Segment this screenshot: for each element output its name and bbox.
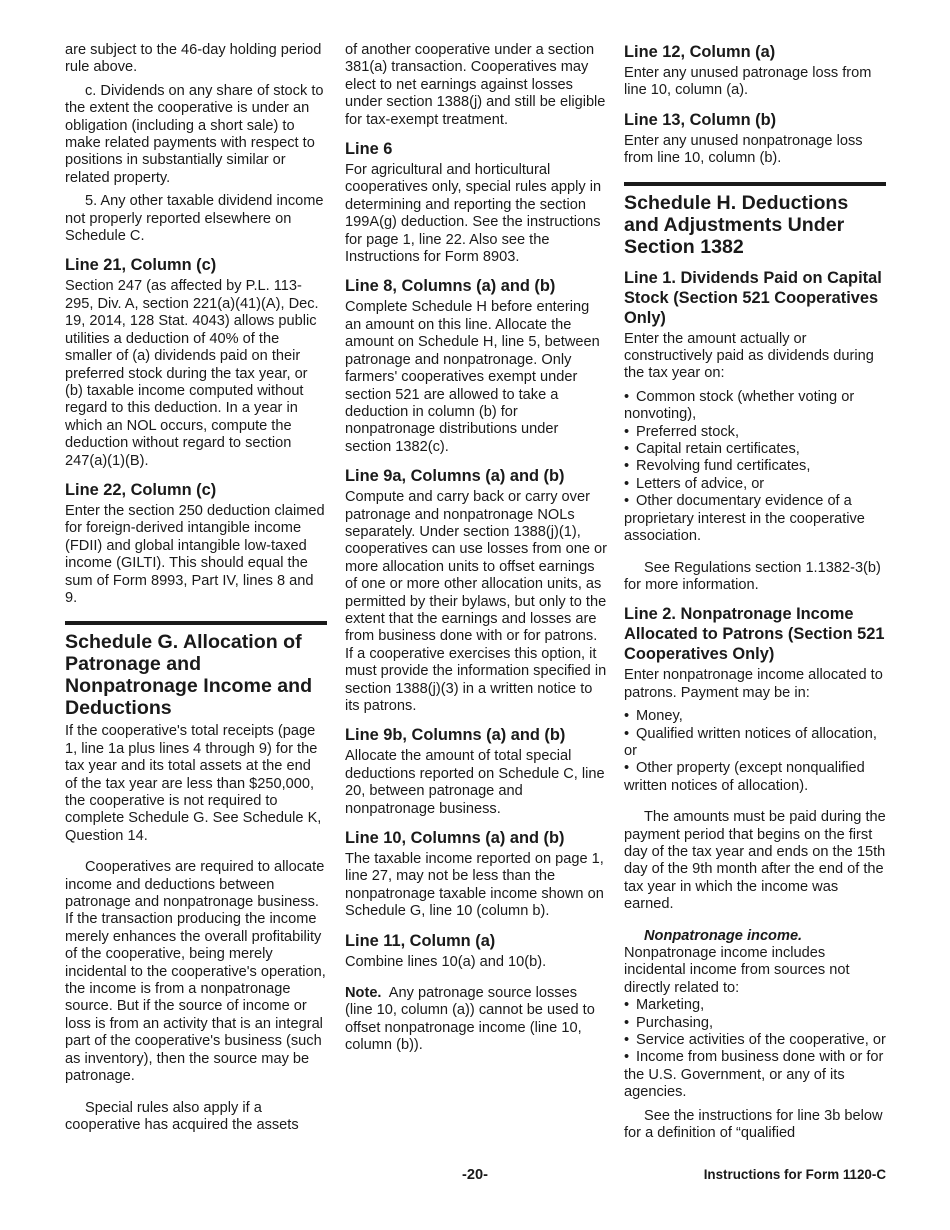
list-item — [624, 1049, 886, 1101]
paragraph: See Regulations section 1.1382-3(b) for more information. — [624, 559, 881, 593]
list-item-text: Common stock (whether voting or nonvoting), — [624, 388, 855, 423]
paragraph: If the cooperative's total receipts (page 1, line 1a plus lines 4 through 9) for the tax year and its total assets at the end of the tax year are less than $250,000, the cooperative is not required to complete Schedule G. See Schedule K, Question 14. — [65, 723, 322, 844]
list-item-text: Qualified written notices of allocation, or — [624, 725, 877, 759]
list-item — [624, 708, 886, 725]
list-item — [624, 458, 886, 475]
bullet-list-line-2 — [624, 708, 886, 795]
heading-line-10: Line 10, Columns (a) and (b) — [345, 829, 565, 848]
paragraph: Special rules also apply if a cooperative has acquired the assets — [65, 1099, 299, 1133]
list-item-text: Revolving fund certificates, — [636, 458, 811, 475]
paragraph: Enter the amount actually or constructively paid as dividends during the tax year on: — [624, 330, 874, 382]
list-item-text: Other property (except nonqualified written notices of allocation). — [624, 760, 865, 794]
nonpatronage-text: Nonpatronage income includes incidental income from sources not directly related to: — [624, 945, 850, 996]
paragraph: c. Dividends on any share of stock to the extent the cooperative is under an obligation (including a short sale) to make related payments with respect to positions in substantially similar or related property. — [65, 82, 324, 186]
paragraph: Compute and carry back or carry over patronage and nonpatronage NOLs separately. Under section 1388(j)(1), cooperatives can use losses from one or more allocation units to offset earnings of one or more other allocation units, as permitted by their bylaws, but only to the extent that the earnings and losses are from business done with or for patrons. If a cooperative exercises this option, it must provide the information specified in section 1388(j)(3) in a written notice to its patrons. — [345, 489, 608, 714]
list-item — [624, 476, 886, 493]
heading-line-11: Line 11, Column (a) — [345, 931, 496, 950]
bullet-icon: • — [624, 423, 630, 440]
list-item — [624, 389, 886, 424]
list-item — [624, 1032, 886, 1049]
paragraph: Enter any unused nonpatronage loss from line 10, column (b). — [624, 132, 863, 167]
list-item-text: Money, — [636, 708, 683, 725]
spacer — [65, 851, 327, 859]
list-item-text: Other documentary evidence of a proprietary interest in the cooperative association. — [624, 493, 865, 545]
paragraph: See the instructions for line 3b below for a definition of “qualified — [624, 1107, 883, 1142]
list-item — [624, 726, 886, 761]
spacer — [65, 1092, 327, 1100]
heading-schedule-h-line-1: Line 1. Dividends Paid on Capital Stock (Section 521 Cooperatives Only) — [624, 268, 882, 327]
paragraph: For agricultural and horticultural cooperatives only, special rules apply in determining and reporting the section 199A(g) deduction. See the instructions for page 1, line 22. Also see the Instructions for Form 8903. — [345, 162, 602, 266]
bullet-icon: • — [624, 1032, 630, 1049]
note-paragraph — [345, 985, 607, 1055]
heading-schedule-h: Schedule H. Deductions and Adjustments Under Section 1382 — [624, 182, 886, 258]
bullet-icon: • — [624, 475, 630, 492]
bullet-icon: • — [624, 997, 630, 1014]
column-left — [65, 42, 327, 1140]
list-item-text: Purchasing, — [636, 1014, 714, 1031]
paragraph: Enter nonpatronage income allocated to patrons. Payment may be in: — [624, 667, 883, 701]
bullet-icon: • — [624, 1014, 630, 1031]
list-item — [624, 1015, 886, 1032]
heading-line-9b: Line 9b, Columns (a) and (b) — [345, 726, 566, 745]
spacer — [624, 552, 886, 560]
list-item-text: Service activities of the cooperative, or — [636, 1032, 886, 1049]
bullet-icon: • — [624, 1049, 630, 1066]
list-item — [624, 493, 886, 545]
column-right — [624, 42, 886, 1148]
bullet-icon: • — [624, 493, 630, 510]
paragraph: Allocate the amount of total special deductions reported on Schedule C, line 20, between patronage and nonpatronage business. — [345, 748, 605, 817]
bullet-icon: • — [624, 458, 630, 475]
list-item-text: Marketing, — [636, 997, 705, 1014]
list-item-text: Letters of advice, or — [636, 475, 765, 492]
bullet-icon: • — [624, 388, 630, 405]
page-number: -20- — [462, 1167, 488, 1183]
nonpatronage-label: Nonpatronage income. — [644, 927, 803, 944]
list-item — [624, 441, 886, 458]
nonpatronage-paragraph — [624, 928, 886, 998]
list-item — [624, 997, 886, 1014]
paragraph: The amounts must be paid during the payment period that begins on the first day of the tax year and ends on the 15th day of the 9th month after the end of the tax year in which the income was earned. — [624, 809, 886, 913]
note-text: Any patronage source losses (line 10, column (a)) cannot be used to offset nonpatronage income (line 10, column (b)). — [345, 985, 595, 1054]
heading-schedule-h-line-2: Line 2. Nonpatronage Income Allocated to Patrons (Section 521 Cooperatives Only) — [624, 605, 885, 664]
note-label: Note. — [345, 985, 382, 1002]
paragraph: are subject to the 46-day holding period rule above. — [65, 42, 322, 76]
paragraph: The taxable income reported on page 1, line 27, may not be less than the nonpatronage taxable income shown on Schedule G, line 10 (column b). — [345, 851, 604, 920]
heading-line-9a: Line 9a, Columns (a) and (b) — [345, 467, 565, 486]
spacer — [624, 920, 886, 928]
list-item — [624, 760, 886, 795]
list-item-text: Capital retain certificates, — [636, 441, 800, 458]
spacer — [624, 801, 886, 809]
spacer — [345, 977, 607, 985]
paragraph: Combine lines 10(a) and 10(b). — [345, 953, 547, 970]
paragraph: Cooperatives are required to allocate income and deductions between patronage and nonpatronage business. If the transaction producing the income merely enhances the overall profitability of the cooperative, being merely incidental to the cooperative's operation, the income is from a nonpatronage source. But if the source of income or loss is from an activity that is an integral part of the cooperative's business (such as inventory), then the source may be patronage. — [65, 859, 326, 1085]
bullet-icon: • — [624, 708, 630, 725]
heading-line-6: Line 6 — [345, 140, 393, 159]
paragraph: 5. Any other taxable dividend income not properly reported elsewhere on Schedule C. — [65, 193, 324, 245]
paragraph: Enter the section 250 deduction claimed for foreign-derived intangible income (FDII) and global intangible low-taxed income (GILTI). This should equal the sum of Form 8993, Part IV, lines 8 and 9. — [65, 502, 325, 606]
column-middle — [345, 42, 607, 1061]
list-item — [624, 424, 886, 441]
heading-line-13: Line 13, Column (b) — [624, 110, 777, 129]
heading-line-12: Line 12, Column (a) — [624, 43, 776, 61]
heading-schedule-g: Schedule G. Allocation of Patronage and Nonpatronage Income and Deductions — [65, 621, 327, 719]
bullet-icon: • — [624, 441, 630, 458]
bullet-list-line-1 — [624, 389, 886, 546]
heading-line-22: Line 22, Column (c) — [65, 480, 217, 499]
form-title: Instructions for Form 1120-C — [703, 1167, 886, 1182]
list-item-text: Income from business done with or for the U.S. Government, or any of its agencies. — [624, 1049, 884, 1101]
paragraph: Enter any unused patronage loss from line 10, column (a). — [624, 65, 872, 99]
bullet-icon: • — [624, 760, 630, 777]
heading-line-8: Line 8, Columns (a) and (b) — [345, 277, 556, 296]
paragraph: Section 247 (as affected by P.L. 113-295, Div. A, section 221(a)(41)(A), Dec. 19, 2014, 128 Stat. 4043) allows public utilities a deduction of 40% of the smaller of (a) dividends paid on their preferred stock during the tax year, or (b) taxable income computed without regard to this deduction. In a year in which an NOL occurs, compute the deduction without regard to section 247(a)(1)(B). — [65, 278, 319, 469]
paragraph: of another cooperative under a section 381(a) transaction. Cooperatives may elect to net earnings against losses under section 1388(j) and still be eligible for tax-exempt treatment. — [345, 42, 606, 128]
bullet-icon: • — [624, 725, 630, 742]
heading-line-21: Line 21, Column (c) — [65, 256, 217, 275]
list-item-text: Preferred stock, — [636, 423, 740, 440]
paragraph: Complete Schedule H before entering an amount on this line. Allocate the amount on Schedule H, line 5, between patronage and nonpatronage. Only farmers' cooperatives exempt under section 521 are allowed to take a deduction in column (b) for nonpatronage distributions under section 1382(c). — [345, 299, 600, 455]
bullet-list-nonpatronage — [624, 997, 886, 1101]
